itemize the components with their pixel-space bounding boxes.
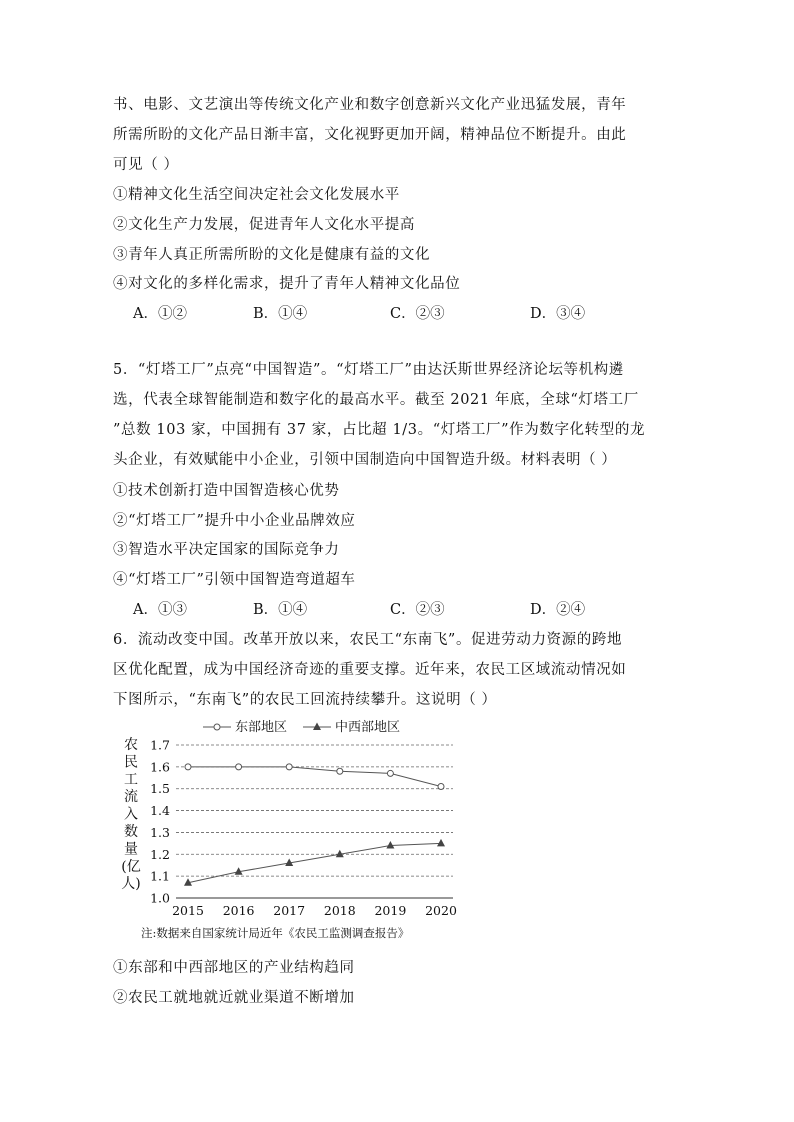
q5-statement-2: ②“灯塔工厂”提升中小企业品牌效应 xyxy=(113,513,356,529)
legend-label: 中西部地区 xyxy=(335,720,401,735)
series-line-2 xyxy=(188,843,441,882)
series-line-1 xyxy=(188,767,441,787)
y-tick-label: 1.4 xyxy=(150,803,170,819)
legend-marker-triangle xyxy=(313,723,321,731)
y-axis-label-char: 人) xyxy=(121,876,141,893)
q5-option-b[interactable]: B．①④ xyxy=(253,602,308,618)
x-tick-label: 2017 xyxy=(273,903,306,918)
y-axis-label-char: 量 xyxy=(124,841,138,858)
y-tick-label: 1.3 xyxy=(150,824,170,840)
x-tick-label: 2016 xyxy=(222,903,255,918)
x-tick-label: 2020 xyxy=(425,903,457,918)
y-axis-label-char: 流 xyxy=(124,789,138,806)
q6-stem-line-1: 6．流动改变中国。改革开放以来，农民工“东南飞”。促进劳动力资源的跨地 xyxy=(113,632,623,648)
q5-stem-line-3: ”总数 103 家，中国拥有 37 家，占比超 1/3。“灯塔工厂”作为数字化转型的龙 xyxy=(113,422,646,438)
q4-stem-line-2: 所需所盼的文化产品日渐丰富，文化视野更加开阔，精神品位不断提升。由此 xyxy=(113,127,627,143)
q5-statement-1: ①技术创新打造中国智造核心优势 xyxy=(113,483,340,499)
q4-statement-1: ①精神文化生活空间决定社会文化发展水平 xyxy=(113,187,400,203)
data-point-triangle xyxy=(386,841,394,849)
q4-statement-2: ②文化生产力发展，促进青年人文化水平提高 xyxy=(113,217,415,233)
y-axis-label-char: 工 xyxy=(124,771,138,788)
y-tick-label: 1.0 xyxy=(150,890,170,906)
y-axis-label-char: 数 xyxy=(124,824,138,840)
data-point-circle xyxy=(236,764,242,770)
y-axis-label-char: 民 xyxy=(124,754,138,771)
x-tick-label: 2015 xyxy=(172,903,204,918)
chart-note: 注:数据来自国家统计局近年《农民工监测调查报告》 xyxy=(141,926,410,940)
data-point-triangle xyxy=(437,839,445,847)
q4-option-c[interactable]: C．②③ xyxy=(390,306,445,322)
line-chart xyxy=(113,718,483,948)
q6-stem-line-3: 下图所示，“东南飞”的农民工回流持续攀升。这说明（ ） xyxy=(113,692,497,708)
x-tick-label: 2019 xyxy=(374,903,407,918)
q4-option-a[interactable]: A．①② xyxy=(133,306,187,322)
q5-option-a[interactable]: A．①③ xyxy=(133,602,187,618)
line-chart-svg xyxy=(113,718,483,948)
q4-stem-line-3: 可见（ ） xyxy=(113,157,179,173)
q4-option-b[interactable]: B．①④ xyxy=(253,306,308,322)
y-tick-label: 1.7 xyxy=(150,737,170,753)
legend-marker-circle xyxy=(214,724,220,730)
q4-statement-3: ③青年人真正所需所盼的文化是健康有益的文化 xyxy=(113,247,431,263)
data-point-circle xyxy=(185,764,191,770)
y-axis-label-char: 农 xyxy=(124,737,138,753)
q6-stem-line-2: 区优化配置，成为中国经济奇迹的重要支撑。近年来，农民工区域流动情况如 xyxy=(113,662,627,678)
data-point-circle xyxy=(337,768,343,774)
q5-stem-line-1: 5．“灯塔工厂”点亮“中国智造”。“灯塔工厂”由达沃斯世界经济论坛等机构遴 xyxy=(113,362,624,378)
y-tick-label: 1.2 xyxy=(150,846,170,862)
x-tick-label: 2018 xyxy=(323,903,356,918)
legend-label: 东部地区 xyxy=(235,720,288,735)
q5-stem-line-2: 选，代表全球智能制造和数字化的最高水平。截至 2021 年底，全球“灯塔工厂 xyxy=(113,392,639,408)
data-point-circle xyxy=(438,784,444,790)
q5-stem-line-4: 头企业，有效赋能中小企业，引领中国制造向中国智造升级。材料表明（ ） xyxy=(113,452,617,468)
y-tick-label: 1.1 xyxy=(150,868,170,884)
q5-option-d[interactable]: D．②④ xyxy=(530,602,586,618)
q4-stem-line-1: 书、电影、文艺演出等传统文化产业和数字创意新兴文化产业迅猛发展，青年 xyxy=(113,97,627,113)
q4-statement-4: ④对文化的多样化需求，提升了青年人精神文化品位 xyxy=(113,276,461,292)
q6-statement-1: ①东部和中西部地区的产业结构趋同 xyxy=(113,960,355,976)
y-axis-label-char: (亿 xyxy=(121,858,141,875)
q5-statement-3: ③智造水平决定国家的国际竞争力 xyxy=(113,542,340,558)
y-tick-label: 1.6 xyxy=(150,759,170,775)
q4-option-d[interactable]: D．③④ xyxy=(530,306,586,322)
y-tick-label: 1.5 xyxy=(150,781,170,797)
q6-statement-2: ②农民工就地就近就业渠道不断增加 xyxy=(113,990,355,1006)
q5-option-c[interactable]: C．②③ xyxy=(390,602,445,618)
y-axis-label-char: 入 xyxy=(124,806,138,823)
data-point-circle xyxy=(387,770,393,776)
q5-statement-4: ④“灯塔工厂”引领中国智造弯道超车 xyxy=(113,572,356,588)
data-point-circle xyxy=(286,764,292,770)
